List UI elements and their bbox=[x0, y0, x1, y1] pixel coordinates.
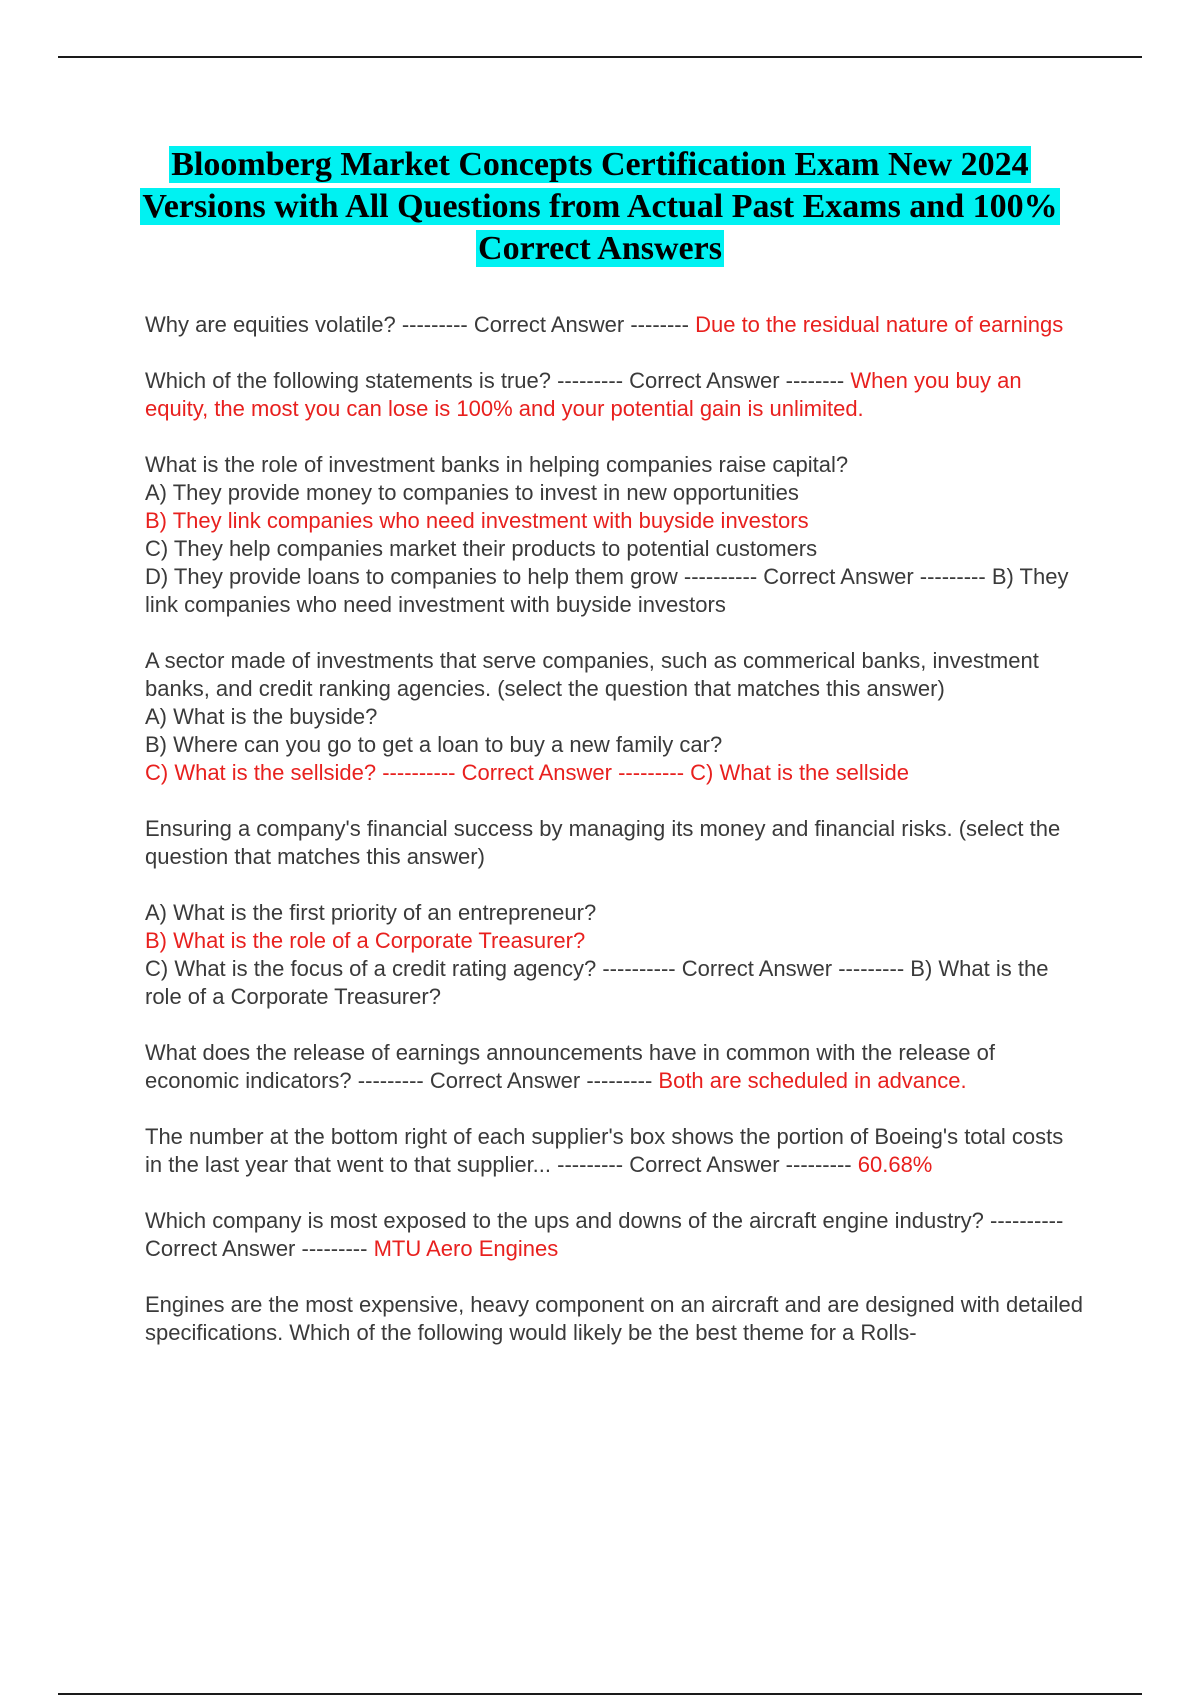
option-c: C) What is the sellside? bbox=[145, 760, 377, 785]
question-text: Which company is most exposed to the ups and downs of the aircraft engine industry? bbox=[145, 1208, 984, 1233]
answer-separator: --------- Correct Answer --------- bbox=[357, 1068, 653, 1093]
qa-item-7 bbox=[145, 1123, 1085, 1179]
correct-answer: 60.68% bbox=[857, 1152, 933, 1177]
option-a: A) What is the buyside? bbox=[145, 704, 378, 729]
correct-answer: MTU Aero Engines bbox=[373, 1236, 559, 1261]
qa-item-4 bbox=[145, 647, 1085, 787]
correct-answer: C) What is the sellside bbox=[690, 760, 910, 785]
title-text: Bloomberg Market Concepts Certification Exam New 2024 Versions with All Questions from Actual Past Exams and 100% Correct Answers bbox=[142, 146, 1058, 267]
question-text: What does the release of earnings announcements have in common with the release of economic indicators? bbox=[145, 1040, 995, 1093]
question-text: Why are equities volatile? bbox=[145, 312, 396, 337]
qa-item-1 bbox=[145, 311, 1085, 339]
correct-answer: When you buy an equity, the most you can lose is 100% and your potential gain is unlimited. bbox=[145, 368, 1022, 421]
question-text: Which of the following statements is true? bbox=[145, 368, 551, 393]
qa-item-5 bbox=[145, 815, 1085, 1011]
correct-answer: B) They link companies who need investment with buyside investors bbox=[145, 564, 1069, 617]
document-body bbox=[145, 311, 1085, 1375]
qa-item-3 bbox=[145, 451, 1085, 619]
bottom-rule bbox=[58, 1693, 1142, 1695]
answer-separator: --------- Correct Answer -------- bbox=[557, 368, 845, 393]
top-rule bbox=[58, 56, 1142, 58]
answer-separator: ---------- Correct Answer --------- bbox=[602, 956, 905, 981]
question-text: The number at the bottom right of each supplier's box shows the portion of Boeing's total costs in the last year that went to that supplier... bbox=[145, 1124, 1064, 1177]
option-b: B) Where can you go to get a loan to buy a new family car? bbox=[145, 732, 723, 757]
answer-separator: --------- Correct Answer -------- bbox=[401, 312, 689, 337]
question-text: A sector made of investments that serve companies, such as commerical banks, investment banks, and credit ranking agencies. (select the question that matches this answer) bbox=[145, 648, 1039, 701]
option-a: A) They provide money to companies to invest in new opportunities bbox=[145, 480, 799, 505]
option-a: A) What is the first priority of an entrepreneur? bbox=[145, 900, 597, 925]
option-c: C) They help companies market their products to potential customers bbox=[145, 536, 818, 561]
question-text: What is the role of investment banks in helping companies raise capital? bbox=[145, 452, 849, 477]
answer-separator: ---------- Correct Answer --------- bbox=[382, 760, 685, 785]
answer-separator: ---------- Correct Answer --------- bbox=[145, 1208, 1064, 1261]
document-title bbox=[120, 144, 1080, 270]
correct-answer: Both are scheduled in advance. bbox=[658, 1068, 967, 1093]
option-b: B) They link companies who need investment with buyside investors bbox=[145, 508, 809, 533]
correct-answer: B) What is the role of a Corporate Treasurer? bbox=[145, 956, 1049, 1009]
qa-item-2 bbox=[145, 367, 1085, 423]
qa-item-6 bbox=[145, 1039, 1085, 1095]
answer-separator: ---------- Correct Answer --------- bbox=[683, 564, 986, 589]
qa-item-9 bbox=[145, 1291, 1085, 1347]
correct-answer: Due to the residual nature of earnings bbox=[695, 312, 1064, 337]
option-d: D) They provide loans to companies to help them grow bbox=[145, 564, 678, 589]
blank-line bbox=[145, 871, 1085, 899]
answer-separator: --------- Correct Answer --------- bbox=[557, 1152, 852, 1177]
question-text: Ensuring a company's financial success by managing its money and financial risks. (select the question that matches this answer) bbox=[145, 816, 1061, 869]
option-c: C) What is the focus of a credit rating agency? bbox=[145, 956, 597, 981]
option-b: B) What is the role of a Corporate Treasurer? bbox=[145, 928, 586, 953]
question-text: Engines are the most expensive, heavy component on an aircraft and are designed with detailed specifications. Which of the following would likely be the best theme for a Rolls- bbox=[145, 1292, 1084, 1345]
qa-item-8 bbox=[145, 1207, 1085, 1263]
